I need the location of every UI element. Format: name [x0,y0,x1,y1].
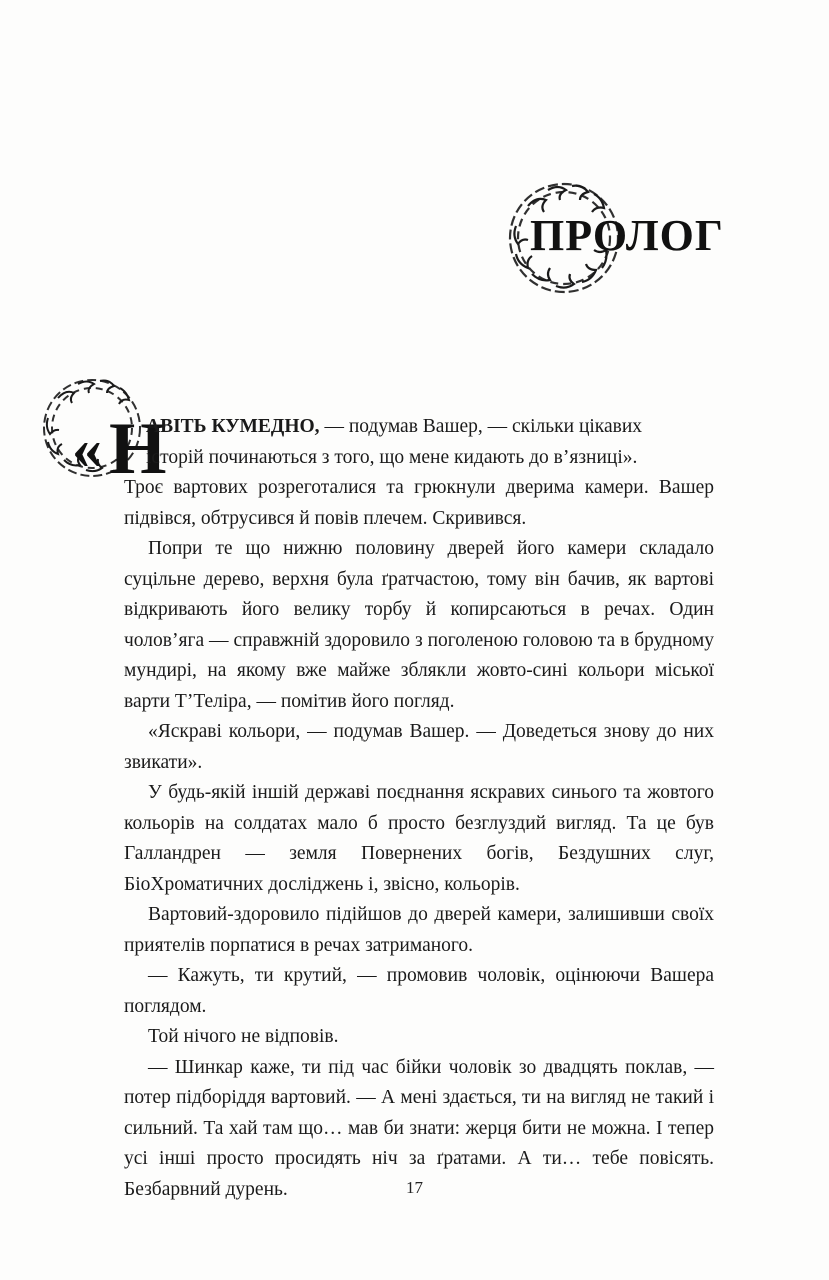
dropcap-letter: Н [109,408,167,490]
body-text [124,412,714,1205]
paragraph-2: Попри те що нижню половину дверей його камери складало суцільне дерево, верхня була ґратчастою, тому він бачив, як вартові відкривають його велику торбу й копирсаються в речах. Один чолов’яга — справжній здоровило з поголеною головою та в брудному мундирі, на якому вже майже зблякли жовто-сині кольори міської варти Т’Теліра, — помітив його погляд. [124,538,714,712]
paragraph-opening-line-1 [146,412,714,443]
chapter-title: ПРОЛОГ [530,211,724,260]
paragraph-4: У будь-якій іншій державі поєднання яскравих синього та жовтого кольорів на солдатах мало б просто безглуздий вигляд. Та це був Галландрен — земля Повернених богів, Бездушних слуг, БіоХроматичних досліджень і, звісно, кольорів. [124,782,714,895]
opening-lines [146,412,714,473]
paragraph-1-continuation: Троє вартових розреготалися та грюкнули дверима камери. Вашер підвівся, обтрусився й повів плечем. Скривився. [124,477,714,529]
paragraph-5: Вартовий-здоровило підійшов до дверей камери, залишивши своїх приятелів порпатися в речах затриманого. [124,904,714,956]
paragraph-3: «Яскраві кольори, — подумав Вашер. — Доведеться знову до них звикати». [124,721,714,773]
paragraph-opening-line-2: історій починаються з того, що мене кидають до в’язниці». [146,446,638,468]
opening-bold-phrase: АВІТЬ КУМЕДНО, [146,416,320,437]
opening-line-rest: — подумав Вашер, — скільки цікавих [319,416,643,437]
paragraph-7: Той нічого не відповів. [148,1026,339,1047]
paragraph-8: — Шинкар каже, ти під час бійки чоловік зо двадцять поклав, — потер підборіддя вартовий. — А мені здається, ти на вигляд не такий і сильний. Та хай там що… мав би знати: жерця бити не можна. І тепер усі інші просто просидять ніч за ґратами. А ти… тебе повісять. Безбарвний дурень. [124,1056,714,1200]
dropcap-quote-mark: « [72,415,102,481]
page-number: 17 [406,1178,423,1197]
paragraph-6: — Кажуть, ти крутий, — промовив чоловік, оцінюючи Вашера поглядом. [124,965,714,1017]
